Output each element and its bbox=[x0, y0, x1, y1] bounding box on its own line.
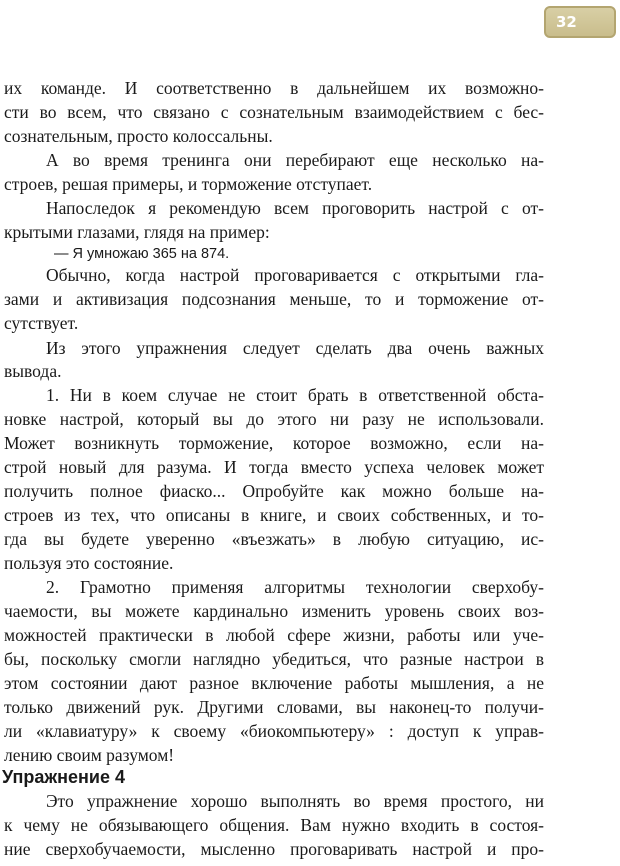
text-line: лению своим разумом! bbox=[4, 745, 175, 765]
text-line: строй новый для разума. И тогда вместо успеха человек может bbox=[4, 457, 544, 477]
text-line: пользуя это состояние. bbox=[4, 553, 174, 573]
text-line: этом состоянии дают разное включение работы мышления, а не bbox=[4, 673, 544, 693]
text-line: только движений рук. Другими словами, вы наконец-то получи- bbox=[4, 697, 544, 717]
section-heading: Упражнение 4 bbox=[2, 767, 125, 787]
text-line: к чему не обязывающего общения. Вам нужно входить в состоя- bbox=[4, 815, 544, 835]
text-line: вывода. bbox=[4, 361, 62, 381]
text-line: ли «клавиатуру» к своему «биокомпьютеру» : доступ к управ- bbox=[4, 721, 544, 741]
page-number-badge: 32 bbox=[544, 6, 616, 38]
text-line: бы, поскольку смогли наглядно убедиться, что разные настрои в bbox=[4, 649, 544, 669]
text-line: строев, решая примеры, и торможение отступает. bbox=[4, 174, 373, 194]
list-item-1-line: 1. Ни в коем случае не стоит брать в ответственной обста- bbox=[46, 385, 544, 405]
text-line: их команде. И соответственно в дальнейшем их возможно- bbox=[4, 78, 544, 98]
example-line: — Я умножаю 365 на 874. bbox=[54, 246, 230, 262]
text-line: Это упражнение хорошо выполнять во время простого, ни bbox=[46, 791, 544, 811]
text-line: гда вы будете уверенно «въезжать» в любую ситуацию, ис- bbox=[4, 529, 544, 549]
text-line: Обычно, когда настрой проговаривается с открытыми гла- bbox=[46, 265, 544, 285]
text-line: крытыми глазами, глядя на пример: bbox=[4, 222, 270, 242]
text-line: зами и активизация подсознания меньше, то и торможение от- bbox=[4, 289, 544, 309]
text-line: новке настрой, который вы до этого ни разу не использовали. bbox=[4, 409, 544, 429]
text-line: сознательным, просто колоссальны. bbox=[4, 126, 273, 146]
text-line: Напоследок я рекомендую всем проговорить настрой с от- bbox=[46, 198, 544, 218]
text-line: сутствует. bbox=[4, 313, 79, 333]
text-line: чаемости, вы можете кардинально изменить уровень своих воз- bbox=[4, 601, 544, 621]
text-line: А во время тренинга они перебирают еще несколько на- bbox=[46, 150, 544, 170]
text-line: ние сверхобучаемости, мысленно проговаривать настрой и про- bbox=[4, 839, 544, 859]
text-line: строев из тех, что описаны в книге, и своих собственных, и то- bbox=[4, 505, 544, 525]
text-line: получить полное фиаско... Опробуйте как можно больше на- bbox=[4, 481, 544, 501]
text-line: Может возникнуть торможение, которое возможно, если на- bbox=[4, 433, 544, 453]
list-item-2-line: 2. Грамотно применяя алгоритмы технологии сверхобу- bbox=[46, 577, 544, 597]
text-line: можностей практически в любой сфере жизни, работы или уче- bbox=[4, 625, 544, 645]
text-line: Из этого упражнения следует сделать два очень важных bbox=[46, 338, 544, 358]
text-line: сти во всем, что связано с сознательным взаимодействием с бес- bbox=[4, 102, 544, 122]
